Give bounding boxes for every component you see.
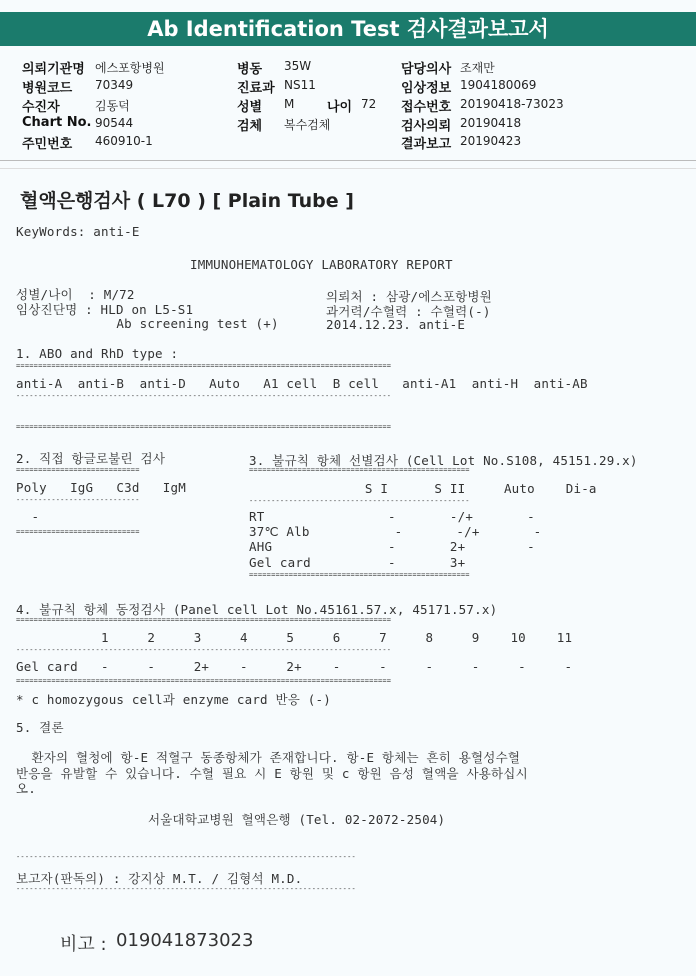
- report-line: 성별/나이 : M/72: [16, 287, 135, 302]
- table-rule: ----------------------------: [16, 496, 140, 504]
- field-value: 70349: [95, 78, 134, 92]
- section-heading: 1. ABO and RhD type :: [16, 346, 179, 361]
- header-divider: [0, 168, 696, 169]
- conclusion-line: 반응을 유발할 수 있습니다. 수혈 필요 시 E 항원 및 c 항원 음성 혈액을 사용하십시: [16, 766, 528, 781]
- field-label: 주민번호: [22, 137, 73, 152]
- table-rule: ============================: [16, 466, 140, 474]
- section-heading: 3. 불규칙 항체 선별검사 (Cell Lot No.S108, 45151.29.x): [249, 453, 638, 468]
- field-label: 담당의사: [401, 62, 452, 77]
- field-value: 460910-1: [95, 134, 153, 148]
- field-label: 진료과: [237, 81, 275, 96]
- conclusion-line: 환자의 혈청에 항-E 적혈구 동종항체가 존재합니다. 항-E 항체는 흔히 용혈성수혈: [16, 750, 521, 765]
- table-header: anti-A anti-B anti-D Auto A1 cell B cell anti-A1 anti-H anti-AB: [16, 376, 588, 391]
- field-label: 나이: [327, 100, 353, 115]
- table-row: -: [16, 509, 40, 524]
- field-value: 에스포항병원: [95, 61, 165, 75]
- remark-label: 비고 :: [60, 934, 107, 955]
- field-label: 수진자: [22, 100, 60, 115]
- remark-value: 019041873023: [116, 930, 254, 951]
- table-rule: -------------------------------------------------------------------------------------: [16, 646, 392, 654]
- field-value: 20190423: [460, 134, 522, 148]
- lab-contact: 서울대학교병원 혈액은행 (Tel. 02-2072-2504): [148, 812, 446, 827]
- field-label: 검사의뢰: [401, 119, 452, 134]
- field-label: 병원코드: [22, 81, 73, 96]
- table-row: Gel card - - 2+ - 2+ - - - - - -: [16, 659, 573, 674]
- report-line: 임상진단명 : HLD on L5-S1: [16, 302, 194, 317]
- table-row: 37℃ Alb - -/+ -: [249, 524, 542, 539]
- field-value: NS11: [284, 78, 316, 92]
- table-rule: -------------------------------------------------------------------------------------: [16, 392, 392, 400]
- report-line: Ab screening test (+): [16, 316, 279, 331]
- footnote: * c homozygous cell과 enzyme card 반응 (-): [16, 692, 331, 707]
- field-value: 90544: [95, 116, 134, 130]
- field-label: 검체: [237, 119, 263, 134]
- table-rule: --------------------------------------------------: [249, 497, 470, 505]
- report-line: 의뢰처 : 삼광/에스포항병원: [326, 289, 492, 304]
- table-rule: ==================================================: [249, 571, 470, 579]
- table-rule: =====================================================================================: [16, 677, 392, 685]
- table-row: Gel card - 3+: [249, 555, 466, 570]
- table-header: 1 2 3 4 5 6 7 8 9 10 11: [16, 630, 573, 645]
- keywords-line: KeyWords: anti-E: [16, 224, 140, 239]
- field-value: 72: [361, 97, 377, 111]
- field-value: M: [284, 97, 295, 111]
- field-label: 의뢰기관명: [22, 62, 85, 77]
- section-heading: 5. 결론: [16, 720, 64, 735]
- field-value: 김동덕: [95, 99, 130, 113]
- field-label: 임상정보: [401, 81, 452, 96]
- table-row: AHG - 2+ -: [249, 539, 535, 554]
- lab-report-title: IMMUNOHEMATOLOGY LABORATORY REPORT: [190, 257, 453, 272]
- table-header: S I S II Auto Di-a: [249, 481, 597, 496]
- field-label: 접수번호: [401, 100, 452, 115]
- report-title: 혈액은행검사 ( L70 ) [ Plain Tube ]: [20, 190, 354, 212]
- field-value: 1904180069: [460, 78, 537, 92]
- section-heading: 4. 불규칙 항체 동정검사 (Panel cell Lot No.45161.57.x, 45171.57.x): [16, 602, 498, 617]
- field-label: 병동: [237, 62, 263, 77]
- field-label: 결과보고: [401, 137, 452, 152]
- header-divider: [0, 160, 696, 161]
- table-header: Poly IgG C3d IgM: [16, 480, 186, 495]
- report-line: 과거력/수혈력 : 수혈력(-): [326, 304, 491, 319]
- field-value: 복수검체: [284, 118, 331, 132]
- conclusion-line: 오.: [16, 781, 37, 796]
- field-value: 35W: [284, 59, 312, 73]
- report-header-title: Ab Identification Test 검사결과보고서: [0, 12, 696, 46]
- field-label: 성별: [237, 100, 263, 115]
- table-rule: ============================: [16, 528, 140, 536]
- report-line: 2014.12.23. anti-E: [326, 317, 466, 332]
- reporter-line: 보고자(판독의) : 강지상 M.T. / 김형석 M.D.: [16, 871, 303, 886]
- table-rule: ==================================================: [249, 466, 470, 474]
- table-rule: =====================================================================================: [16, 423, 392, 431]
- section-heading: 2. 직접 항글로불린 검사: [16, 451, 166, 466]
- field-label: Chart No.: [22, 115, 92, 130]
- table-rule: =====================================================================================: [16, 616, 392, 624]
- field-value: 20190418-73023: [460, 97, 564, 111]
- table-rule: =====================================================================================: [16, 362, 392, 370]
- field-value: 조재만: [460, 61, 495, 75]
- field-value: 20190418: [460, 116, 522, 130]
- signature-rule: -----------------------------------------------------------------------------: [16, 853, 356, 861]
- signature-rule: -----------------------------------------------------------------------------: [16, 885, 356, 893]
- table-row: RT - -/+ -: [249, 509, 535, 524]
